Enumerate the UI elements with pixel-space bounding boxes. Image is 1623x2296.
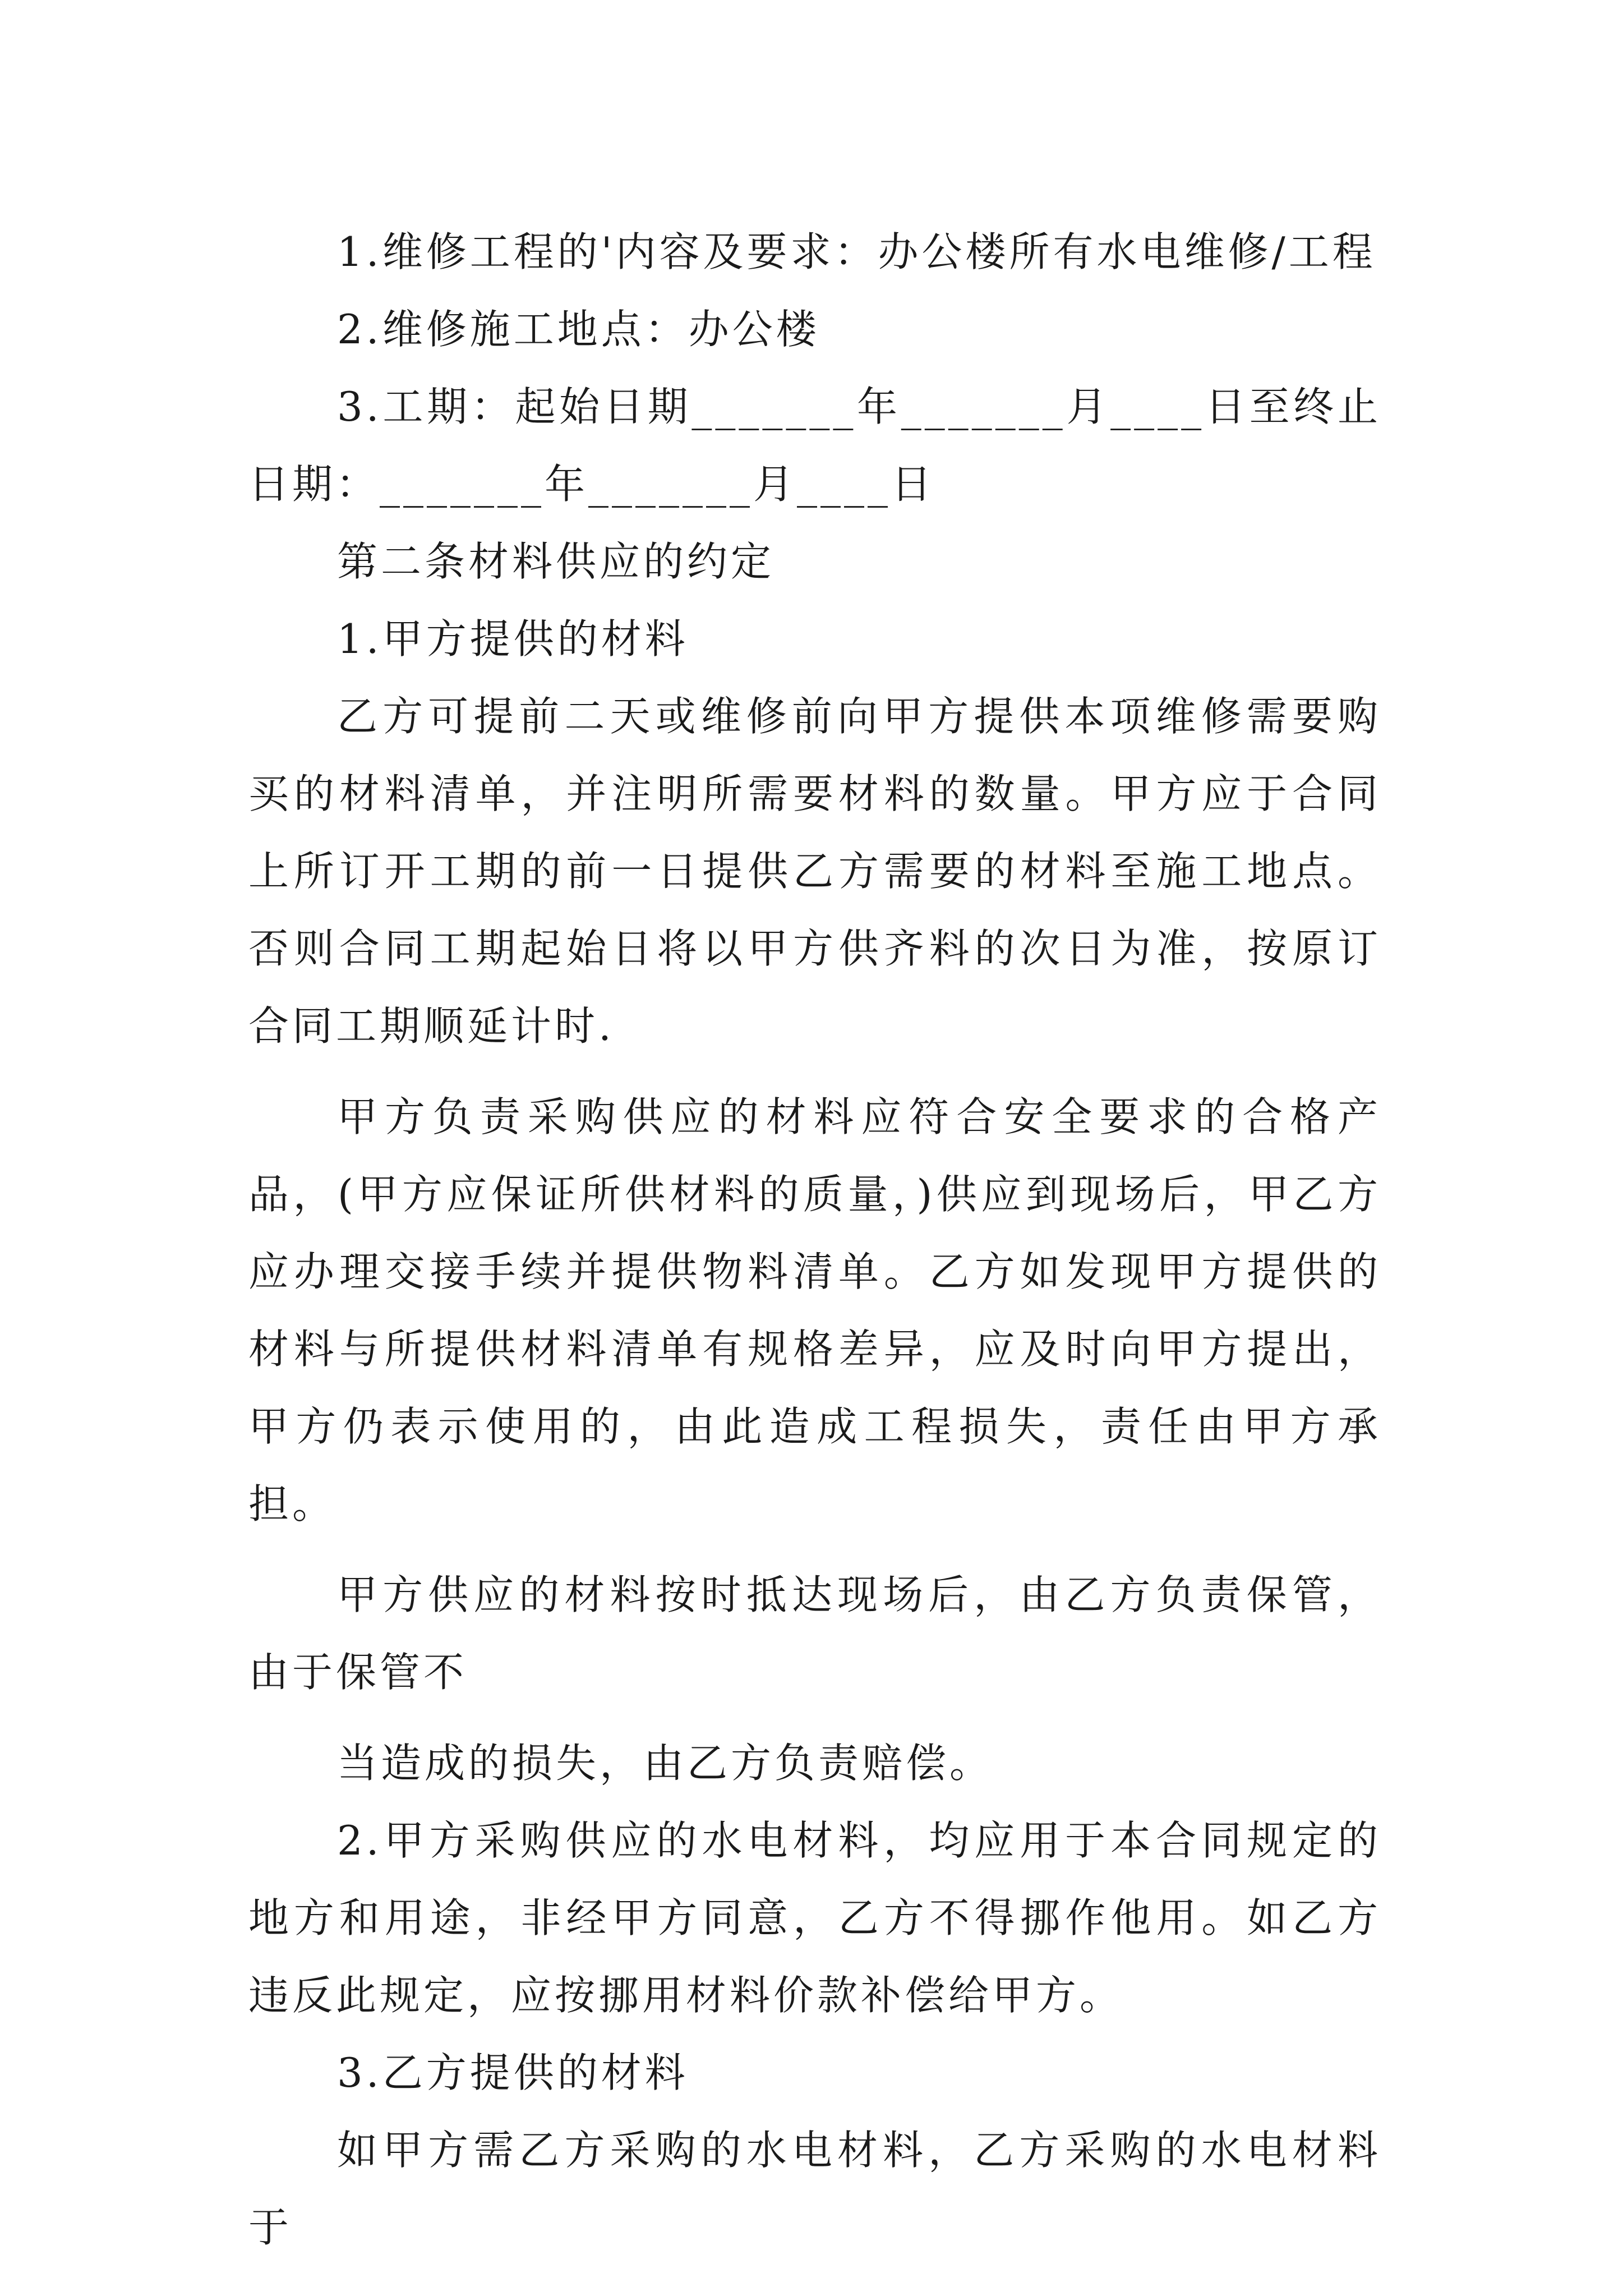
paragraph-party-b-materials: 3.乙方提供的材料 (337, 2049, 689, 2096)
document-body (248, 213, 1381, 2266)
section-heading-material-supply: 第二条材料供应的约定 (337, 538, 775, 585)
paragraph-quality-requirements: 甲方负责采购供应的材料应符合安全要求的合格产品，(甲方应保证所供材料的质量，)供应到现场后，甲乙方应办理交接手续并提供物料清单。乙方如发现甲方提供的材料与所提供材料清单有规格差异，应及时向甲方提出，甲方仍表示使用的，由此造成工程损失，责任由甲方承担。 (248, 1093, 1381, 1527)
paragraph-duration: 3.工期：起始日期_______年_______月____日至终止日期：_______年_______月____日 (248, 383, 1381, 508)
paragraph-repair-location: 2.维修施工地点：办公楼 (337, 306, 820, 353)
paragraph-storage-loss: 当造成的损失，由乙方负责赔偿。 (337, 1740, 994, 1787)
paragraph-material-list: 乙方可提前二天或维修前向甲方提供本项维修需要购买的材料清单，并注明所需要材料的数量。甲方应于合同上所订开工期的前一日提供乙方需要的材料至施工地点。否则合同工期起始日将以甲方供齐料的次日为准，按原订合同工期顺延计时. (248, 693, 1381, 1050)
paragraph-party-a-materials: 1.甲方提供的材料 (337, 615, 689, 662)
paragraph-storage: 甲方供应的材料按时抵达现场后，由乙方负责保管，由于保管不 (248, 1571, 1381, 1696)
paragraph-party-b-purchase: 如甲方需乙方采购的水电材料，乙方采购的水电材料于 (248, 2127, 1381, 2251)
paragraph-repair-content: 1.维修工程的'内容及要求：办公楼所有水电维修/工程 (337, 228, 1376, 275)
paragraph-material-usage: 2.甲方采购供应的水电材料，均应用于本合同规定的地方和用途，非经甲方同意，乙方不得挪作他用。如乙方违反此规定，应按挪用材料价款补偿给甲方。 (248, 1817, 1381, 2019)
